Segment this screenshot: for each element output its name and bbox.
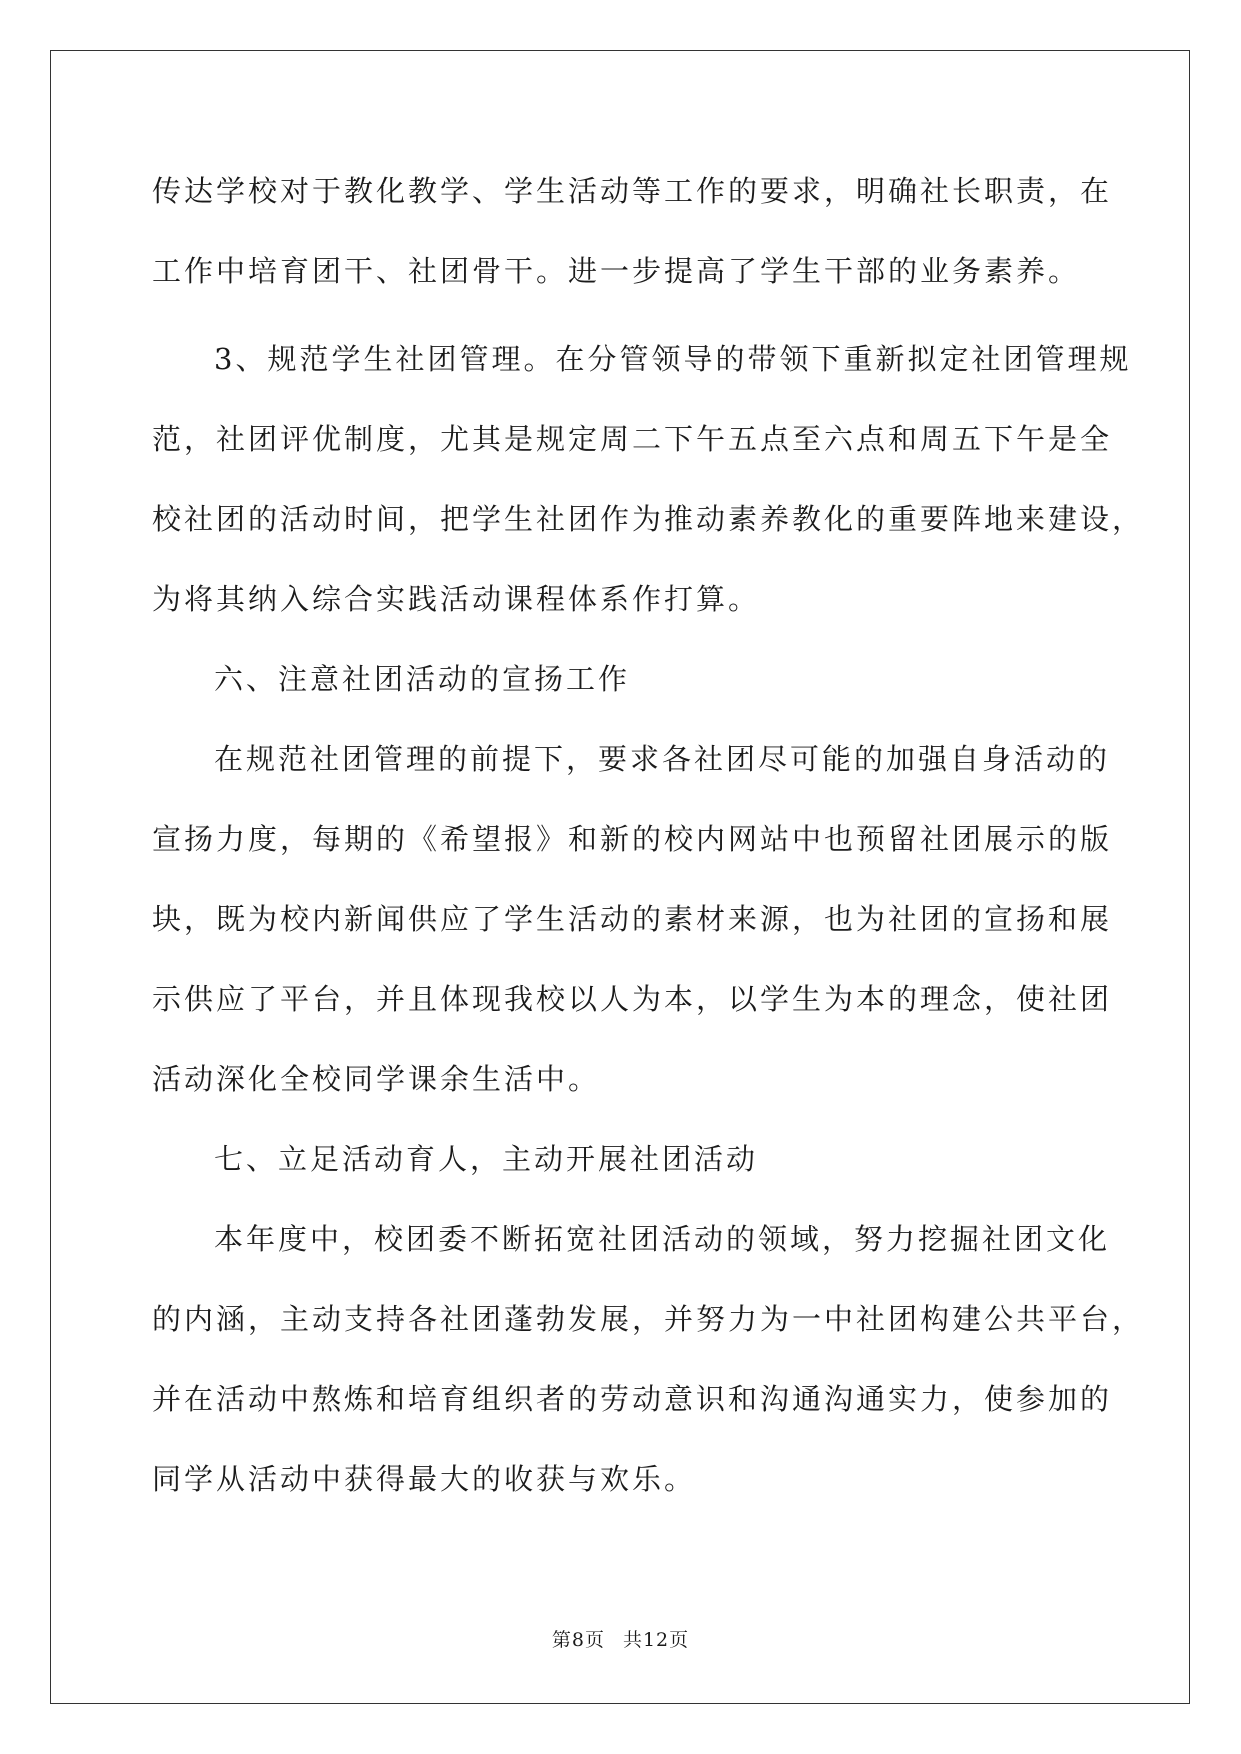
body-line-15: 的内涵，主动支持各社团蓬勃发展，并努力为一中社团构建公共平台，	[152, 1302, 1145, 1336]
body-line-17: 同学从活动中获得最大的收获与欢乐。	[152, 1462, 697, 1496]
body-line-16: 并在活动中熬炼和培育组织者的劳动意识和沟通沟通实力，使参加的	[152, 1382, 1113, 1416]
page-border	[50, 50, 1190, 1704]
body-line-11: 示供应了平台，并且体现我校以人为本，以学生为本的理念，使社团	[152, 982, 1113, 1016]
section-heading-6: 六、注意社团活动的宣扬工作	[214, 662, 631, 696]
body-line-1: 传达学校对于教化教学、学生活动等工作的要求，明确社长职责，在	[152, 174, 1113, 208]
page-number: 第8页	[551, 1629, 605, 1651]
page-total: 共12页	[622, 1629, 690, 1651]
body-line-8: 在规范社团管理的前提下，要求各社团尽可能的加强自身活动的	[214, 742, 1111, 776]
page-footer	[0, 1628, 1241, 1652]
body-line-4: 范，社团评优制度，尤其是规定周二下午五点至六点和周五下午是全	[152, 422, 1113, 456]
body-line-10: 块，既为校内新闻供应了学生活动的素材来源，也为社团的宣扬和展	[152, 902, 1113, 936]
body-line-3: 3、规范学生社团管理。在分管领导的带领下重新拟定社团管理规	[214, 342, 1132, 376]
body-line-5: 校社团的活动时间，把学生社团作为推动素养教化的重要阵地来建设，	[152, 502, 1145, 536]
body-line-2: 工作中培育团干、社团骨干。进一步提高了学生干部的业务素养。	[152, 254, 1081, 288]
section-heading-7: 七、立足活动育人，主动开展社团活动	[214, 1142, 759, 1176]
body-line-6: 为将其纳入综合实践活动课程体系作打算。	[152, 582, 761, 616]
body-line-9: 宣扬力度，每期的《希望报》和新的校内网站中也预留社团展示的版	[152, 822, 1113, 856]
body-line-12: 活动深化全校同学课余生活中。	[152, 1062, 601, 1096]
body-line-14: 本年度中，校团委不断拓宽社团活动的领域，努力挖掘社团文化	[214, 1222, 1111, 1256]
